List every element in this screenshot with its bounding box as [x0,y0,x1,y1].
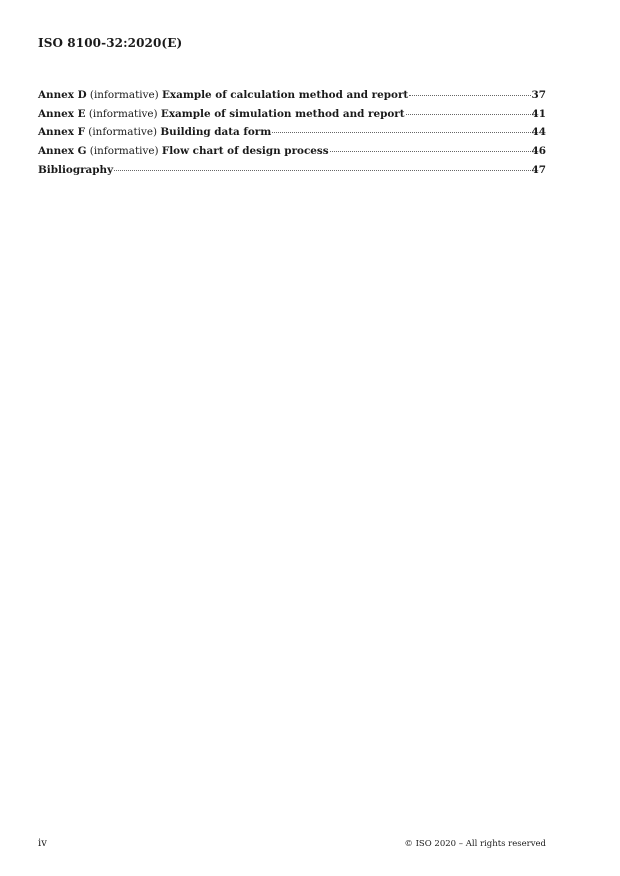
toc-entry-annex-d[interactable] [38,86,546,105]
page-number: 44 [531,126,546,139]
dot-leader [330,151,531,152]
toc-entry-annex-f[interactable] [38,123,546,142]
annex-label: Annex F [38,126,85,139]
informative-label: (informative) [89,89,159,101]
entry-title: Building data form [160,126,272,139]
entry-title: Bibliography [38,163,114,176]
annex-label: Annex E [38,107,86,120]
toc-entry-bibliography[interactable] [38,161,546,180]
dot-leader [114,170,530,171]
informative-label: (informative) [88,107,158,120]
document-header: ISO 8100-32:2020(E) [38,36,183,50]
dot-leader [406,114,531,115]
informative-label: (informative) [89,145,159,158]
page-number: 41 [531,107,546,120]
toc-entry-annex-e[interactable] [38,105,546,124]
entry-title: Flow chart of design process [161,145,329,158]
annex-label: Annex G [38,145,87,158]
annex-label: Annex D [38,89,87,101]
page-number: 37 [531,89,546,101]
footer-copyright: © ISO 2020 – All rights reserved [404,839,546,849]
informative-label: (informative) [88,126,158,139]
dot-leader [272,132,530,133]
entry-title: Example of simulation method and report [160,107,405,120]
page-number: 47 [531,163,546,176]
dot-leader [409,95,530,96]
page-number: 46 [531,145,546,158]
table-of-contents [38,86,546,180]
footer-page-label: iv [38,838,47,849]
toc-entry-annex-g[interactable] [38,142,546,161]
entry-title: Example of calculation method and report [162,89,409,101]
